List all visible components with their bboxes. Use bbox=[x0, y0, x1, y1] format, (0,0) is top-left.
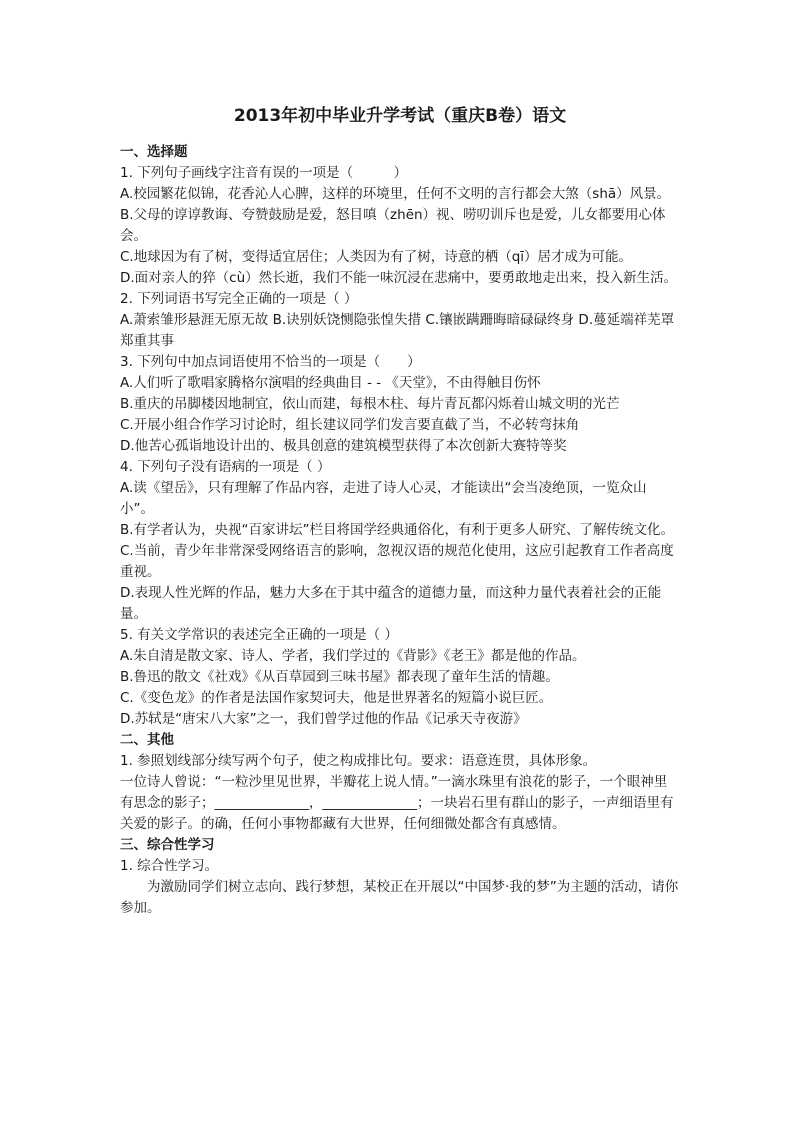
question-3-option-a: A.人们听了歌唱家腾格尔演唱的经典曲目 - - 《天堂》，不由得触目伤怀 bbox=[120, 375, 541, 391]
question-4-option-b: B.有学者认为，央视“百家讲坛”栏目将国学经典通俗化，有利于更多人研究、了解传统文化。 bbox=[120, 522, 675, 538]
section-heading-other: 二、其他 bbox=[120, 732, 174, 748]
question-5-option-c: C.《变色龙》的作者是法国作家契诃夫，他是世界著名的短篇小说巨匠。 bbox=[120, 690, 553, 706]
page-title: 2013年初中毕业升学考试（重庆B卷）语文 bbox=[233, 106, 567, 126]
question-5-option-b: B.鲁迅的散文《社戏》《从百草园到三味书屋》都表现了童年生活的情趣。 bbox=[120, 669, 559, 685]
question-5-stem: 5. 有关文学常识的表述完全正确的一项是（ ） bbox=[120, 627, 398, 643]
other-question-body: 一位诗人曾说：“一粒沙里见世界，半瓣花上说人情。”一滴水珠里有浪花的影子，一个眼神里有思念的影子；______________，______________；一块岩石里有群山的影子，一声细语里有关爱的影子。的确，任何小事物都藏有大世界，任何细微处都含有真感情。 bbox=[120, 774, 674, 832]
question-5-option-d: D.苏轼是“唐宋八大家”之一，我们曾学过他的作品《记承天寺夜游》 bbox=[120, 711, 527, 727]
question-1-option-a: A.校园繁花似锦，花香沁人心脾，这样的环境里，任何不文明的言行都会大煞（shā）风景。 bbox=[120, 186, 671, 202]
question-1-option-d: D.面对亲人的猝（cù）然长逝，我们不能一味沉浸在悲痛中，要勇敢地走出来，投入新生活。 bbox=[120, 270, 678, 286]
question-2-options: A.萧索雏形悬涯无原无故 B.诀别妖饶恻隐张惶失措 C.镶嵌蹒跚晦暗碌碌终身 D.蔓延端祥芜罩郑重其事 bbox=[120, 312, 675, 349]
question-4-option-a: A.读《望岳》，只有理解了作品内容，走进了诗人心灵，才能读出“会当凌绝顶，一览众山小”。 bbox=[120, 480, 647, 517]
question-2-stem: 2. 下列词语书写完全正确的一项是（ ） bbox=[120, 291, 358, 307]
question-4-option-c: C.当前，青少年非常深受网络语言的影响，忽视汉语的规范化使用，这应引起教育工作者高度重视。 bbox=[120, 543, 674, 580]
comprehensive-question-stem: 1. 综合性学习。 bbox=[120, 858, 219, 874]
question-4-option-d: D.表现人性光辉的作品，魅力大多在于其中蕴含的道德力量，而这种力量代表着社会的正能量。 bbox=[120, 585, 662, 622]
question-5-option-a: A.朱自清是散文家、诗人、学者，我们学过的《背影》《老王》都是他的作品。 bbox=[120, 648, 586, 664]
question-1-option-b: B.父母的谆谆教诲、夸赞鼓励是爱，怒目嗔（zhēn）视、唠叨训斥也是爱，儿女都要用心体会。 bbox=[120, 207, 666, 244]
comprehensive-question-body: 为激励同学们树立志向、践行梦想，某校正在开展以“中国梦·我的梦”为主题的活动，请你参加。 bbox=[120, 879, 679, 916]
question-1-option-c: C.地球因为有了树，变得适宜居住；人类因为有了树，诗意的栖（qī）居才成为可能。 bbox=[120, 249, 633, 265]
question-3-option-c: C.开展小组合作学习讨论时，组长建议同学们发言要直截了当，不必转弯抹角 bbox=[120, 417, 580, 433]
question-1-stem: 1. 下列句子画线字注音有误的一项是（ ） bbox=[120, 165, 408, 181]
question-3-option-b: B.重庆的吊脚楼因地制宜，依山而建，每根木柱、每片青瓦都闪烁着山城文明的光芒 bbox=[120, 396, 620, 412]
section-heading-choice: 一、选择题 bbox=[120, 144, 188, 160]
other-question-stem: 1. 参照划线部分续写两个句子，使之构成排比句。要求：语意连贯，具体形象。 bbox=[120, 753, 597, 769]
question-3-stem: 3. 下列句中加点词语使用不恰当的一项是（ ） bbox=[120, 354, 421, 370]
question-3-option-d: D.他苦心孤诣地设计出的、极具创意的建筑模型获得了本次创新大赛特等奖 bbox=[120, 438, 567, 454]
question-4-stem: 4. 下列句子没有语病的一项是（ ） bbox=[120, 459, 331, 475]
section-heading-comprehensive: 三、综合性学习 bbox=[120, 837, 215, 853]
